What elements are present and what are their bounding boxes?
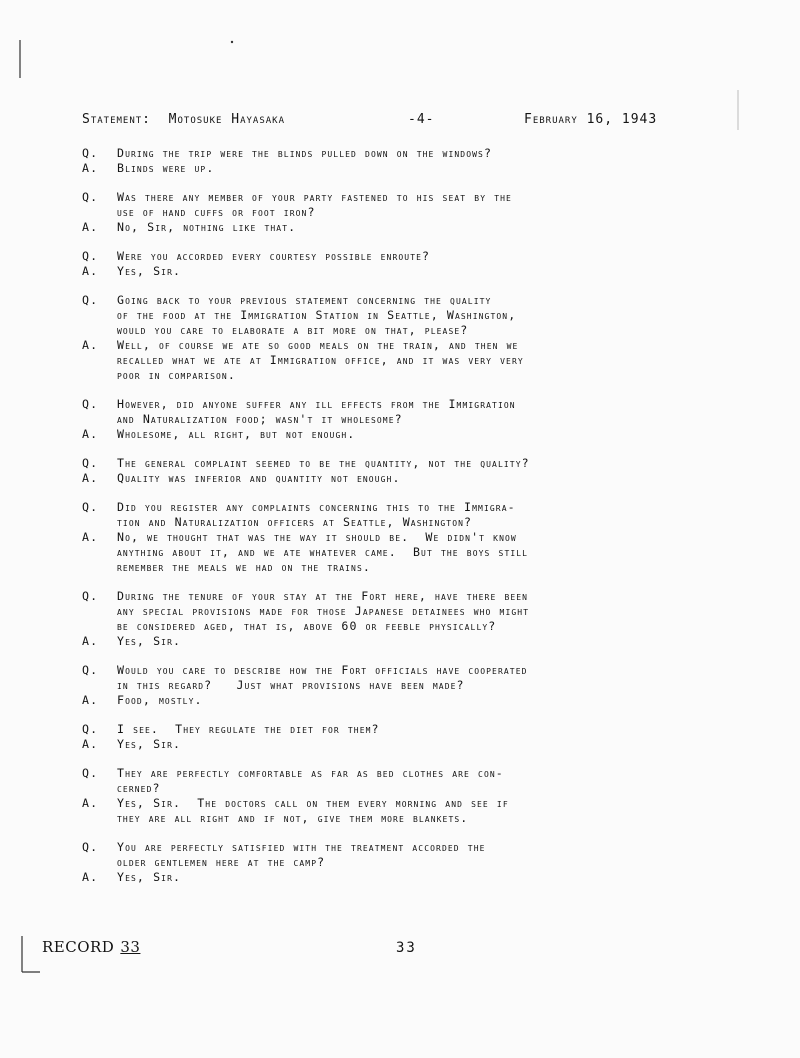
- speaker-tag: [82, 412, 117, 427]
- line-text: Food, mostly.: [117, 693, 203, 707]
- continuation-line: [82, 855, 722, 870]
- qa-block: [82, 397, 722, 442]
- question-line: [82, 397, 722, 412]
- speaker-tag: [82, 323, 117, 338]
- statement-date: February 16, 1943: [524, 112, 658, 127]
- line-text: use of hand cuffs or foot iron?: [117, 205, 316, 219]
- qa-block: [82, 722, 722, 752]
- record-number: 33: [120, 938, 141, 956]
- answer-line: [82, 338, 722, 353]
- line-text: Yes, Sir.: [117, 737, 182, 751]
- line-text: they are all right and if not, give them more blankets.: [117, 811, 469, 825]
- qa-block: [82, 190, 722, 235]
- line-text: of the food at the Immigration Station in Seattle, Washington,: [117, 308, 517, 322]
- speaker-tag: A.: [82, 471, 99, 485]
- statement-header: [82, 112, 722, 132]
- line-text: Yes, Sir.: [117, 870, 182, 884]
- line-text: However, did anyone suffer any ill effects from the Immigration: [117, 397, 516, 411]
- line-text: be considered aged, that is, above 60 or feeble physically?: [117, 619, 497, 633]
- continuation-line: [82, 323, 722, 338]
- footer-page-number: 33: [396, 940, 417, 956]
- header-statement: [82, 112, 285, 127]
- speaker-tag: Q.: [82, 456, 99, 470]
- speaker-tag: Q.: [82, 589, 99, 603]
- speaker-tag: Q.: [82, 663, 99, 677]
- line-text: Wholesome, all right, but not enough.: [117, 427, 356, 441]
- speaker-tag: [82, 811, 117, 826]
- line-text: poor in comparison.: [117, 368, 236, 382]
- line-text: Were you accorded every courtesy possible enroute?: [117, 249, 431, 263]
- line-text: Would you care to describe how the Fort officials have cooperated: [117, 663, 528, 677]
- speaker-tag: Q.: [82, 397, 99, 411]
- continuation-line: [82, 619, 722, 634]
- continuation-line: [82, 545, 722, 560]
- answer-line: [82, 264, 722, 279]
- line-text: No, we thought that was the way it should be. We didn't know: [117, 530, 517, 544]
- speaker-tag: A.: [82, 796, 99, 810]
- speaker-tag: [82, 515, 117, 530]
- line-text: older gentlemen here at the camp?: [117, 855, 326, 869]
- speaker-tag: A.: [82, 338, 99, 352]
- continuation-line: [82, 412, 722, 427]
- line-text: Well, of course we ate so good meals on the train, and then we: [117, 338, 519, 352]
- statement-label: Statement:: [82, 112, 152, 127]
- continuation-line: [82, 781, 722, 796]
- continuation-line: [82, 368, 722, 383]
- speaker-tag: [82, 205, 117, 220]
- continuation-line: [82, 811, 722, 826]
- qa-block: [82, 663, 722, 708]
- speaker-tag: Q.: [82, 190, 99, 204]
- line-text: Yes, Sir.: [117, 264, 182, 278]
- line-text: Did you register any complaints concerning this to the Immigra-: [117, 500, 516, 514]
- continuation-line: [82, 308, 722, 323]
- line-text: The general complaint seemed to be the quantity, not the quality?: [117, 456, 530, 470]
- question-line: [82, 840, 722, 855]
- continuation-line: [82, 560, 722, 575]
- line-text: No, Sir, nothing like that.: [117, 220, 297, 234]
- speaker-tag: Q.: [82, 293, 99, 307]
- question-line: [82, 589, 722, 604]
- answer-line: [82, 693, 722, 708]
- line-text: During the tenure of your stay at the Fort here, have there been: [117, 589, 529, 603]
- speaker-tag: Q.: [82, 840, 99, 854]
- continuation-line: [82, 604, 722, 619]
- speaker-tag: A.: [82, 737, 99, 751]
- line-text: Yes, Sir.: [117, 634, 182, 648]
- line-text: Yes, Sir. The doctors call on them every morning and see if: [117, 796, 509, 810]
- qa-block: [82, 456, 722, 486]
- speaker-tag: A.: [82, 161, 99, 175]
- speaker-tag: A.: [82, 220, 99, 234]
- answer-line: [82, 796, 722, 811]
- continuation-line: [82, 205, 722, 220]
- line-text: Blinds were up.: [117, 161, 215, 175]
- qa-block: [82, 146, 722, 176]
- question-line: [82, 293, 722, 308]
- speaker-tag: [82, 353, 117, 368]
- answer-line: [82, 471, 722, 486]
- line-text: tion and Naturalization officers at Seattle, Washington?: [117, 515, 473, 529]
- speaker-tag: Q.: [82, 146, 99, 160]
- question-line: [82, 766, 722, 781]
- question-line: [82, 663, 722, 678]
- line-text: Was there any member of your party fastened to his seat by the: [117, 190, 512, 204]
- answer-line: [82, 870, 722, 885]
- qa-block: [82, 589, 722, 649]
- page-marker: -4-: [408, 112, 435, 127]
- transcript-body: [82, 146, 722, 899]
- speaker-tag: Q.: [82, 500, 99, 514]
- continuation-line: [82, 678, 722, 693]
- speaker-tag: Q.: [82, 766, 99, 780]
- qa-block: [82, 249, 722, 279]
- speaker-tag: [82, 855, 117, 870]
- question-line: [82, 190, 722, 205]
- speaker-tag: [82, 678, 117, 693]
- question-line: [82, 146, 722, 161]
- speaker-tag: [82, 619, 117, 634]
- question-line: [82, 500, 722, 515]
- line-text: recalled what we ate at Immigration office, and it was very very: [117, 353, 524, 367]
- speaker-tag: [82, 545, 117, 560]
- speaker-tag: [82, 308, 117, 323]
- speck: [231, 41, 233, 43]
- answer-line: [82, 530, 722, 545]
- qa-block: [82, 293, 722, 383]
- speaker-tag: A.: [82, 693, 99, 707]
- line-text: remember the meals we had on the trains.: [117, 560, 371, 574]
- line-text: During the trip were the blinds pulled down on the windows?: [117, 146, 493, 160]
- qa-block: [82, 840, 722, 885]
- record-label: RECORD: [42, 938, 115, 956]
- answer-line: [82, 634, 722, 649]
- speaker-tag: A.: [82, 634, 99, 648]
- question-line: [82, 722, 722, 737]
- speaker-tag: Q.: [82, 249, 99, 263]
- answer-line: [82, 737, 722, 752]
- speaker-tag: A.: [82, 264, 99, 278]
- line-text: Going back to your previous statement concerning the quality: [117, 293, 492, 307]
- deponent-name: Motosuke Hayasaka: [168, 112, 286, 127]
- speaker-tag: [82, 368, 117, 383]
- speaker-tag: A.: [82, 530, 99, 544]
- line-text: You are perfectly satisfied with the treatment accorded the: [117, 840, 486, 854]
- line-text: anything about it, and we ate whatever came. But the boys still: [117, 545, 529, 559]
- line-text: would you care to elaborate a bit more on that, please?: [117, 323, 469, 337]
- line-text: I see. They regulate the diet for them?: [117, 722, 380, 736]
- question-line: [82, 456, 722, 471]
- line-text: Quality was inferior and quantity not enough.: [117, 471, 401, 485]
- line-text: in this regard? Just what provisions have been made?: [117, 678, 465, 692]
- continuation-line: [82, 353, 722, 368]
- speaker-tag: [82, 560, 117, 575]
- speaker-tag: [82, 604, 117, 619]
- speaker-tag: A.: [82, 427, 99, 441]
- answer-line: [82, 427, 722, 442]
- line-text: and Naturalization food; wasn't it wholesome?: [117, 412, 403, 426]
- answer-line: [82, 220, 722, 235]
- speaker-tag: [82, 781, 117, 796]
- qa-block: [82, 500, 722, 575]
- line-text: any special provisions made for those Japanese detainees who might: [117, 604, 530, 618]
- record-stamp: [42, 938, 154, 956]
- line-text: They are perfectly comfortable as far as bed clothes are con-: [117, 766, 504, 780]
- answer-line: [82, 161, 722, 176]
- continuation-line: [82, 515, 722, 530]
- speaker-tag: A.: [82, 870, 99, 884]
- speaker-tag: Q.: [82, 722, 99, 736]
- line-text: cerned?: [117, 781, 161, 795]
- question-line: [82, 249, 722, 264]
- qa-block: [82, 766, 722, 826]
